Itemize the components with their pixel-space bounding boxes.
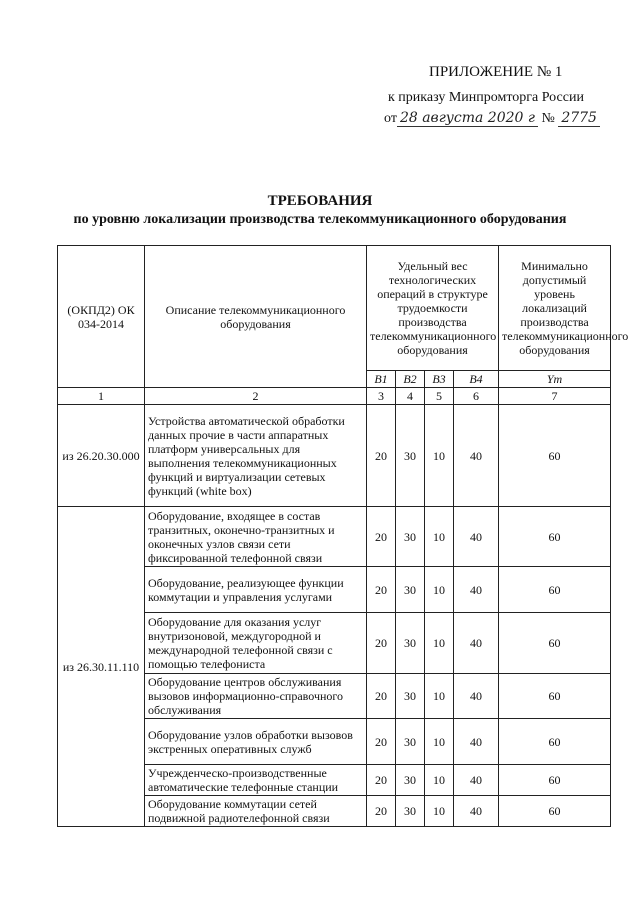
value-ym: 60 xyxy=(499,613,611,674)
value-b2: 30 xyxy=(396,507,425,567)
header-description: Описание телекоммуникационного оборудования xyxy=(145,246,367,388)
equipment-description: Оборудование коммутации сетей подвижной радиотелефонной связи xyxy=(145,796,367,827)
value-b1: 20 xyxy=(367,765,396,796)
value-b4: 40 xyxy=(454,674,499,719)
value-b1: 20 xyxy=(367,719,396,765)
table-row xyxy=(58,507,611,567)
equipment-description: Учрежденческо-производственные автоматические телефонные станции xyxy=(145,765,367,796)
value-b3: 10 xyxy=(425,765,454,796)
document-subtitle: по уровню локализации производства телекоммуникационного оборудования xyxy=(73,212,567,227)
header-min-level: Минимально допустимый уровень локализаций производства телекоммуникационного оборудования xyxy=(499,246,611,371)
value-b4: 40 xyxy=(454,507,499,567)
value-b4: 40 xyxy=(454,765,499,796)
column-number: 7 xyxy=(499,388,611,405)
value-b3: 10 xyxy=(425,507,454,567)
value-ym: 60 xyxy=(499,796,611,827)
value-b3: 10 xyxy=(425,674,454,719)
value-ym: 60 xyxy=(499,674,611,719)
column-number: 4 xyxy=(396,388,425,405)
value-ym: 60 xyxy=(499,405,611,507)
value-b3: 10 xyxy=(425,567,454,613)
appendix-label: ПРИЛОЖЕНИЕ № 1 xyxy=(429,64,563,80)
header-weight: Удельный вес технологических операций в структуре трудоемкости производства телекоммуникационного оборудования xyxy=(367,246,499,371)
value-b3: 10 xyxy=(425,719,454,765)
value-b4: 40 xyxy=(454,719,499,765)
symbol-b3: B3 xyxy=(425,371,454,388)
number-label: № xyxy=(541,111,555,126)
table-row xyxy=(58,405,611,507)
value-b4: 40 xyxy=(454,405,499,507)
column-number: 2 xyxy=(145,388,367,405)
value-b2: 30 xyxy=(396,765,425,796)
value-b4: 40 xyxy=(454,796,499,827)
equipment-description: Устройства автоматической обработки данных прочие в части аппаратных платформ универсальных для выполнения телекоммуникационных функций и виртуализации сетевых функций (white box) xyxy=(145,405,367,507)
equipment-description: Оборудование для оказания услуг внутризоновой, междугородной и международной телефонной связи с помощью телефониста xyxy=(145,613,367,674)
date-number-line xyxy=(384,110,600,127)
value-b4: 40 xyxy=(454,567,499,613)
equipment-description: Оборудование, реализующее функции коммутации и управления услугами xyxy=(145,567,367,613)
value-b2: 30 xyxy=(396,719,425,765)
equipment-description: Оборудование, входящее в состав транзитных, оконечно-транзитных и оконечных узлов связи сети фиксированной телефонной связи xyxy=(145,507,367,567)
value-b1: 20 xyxy=(367,796,396,827)
column-number: 6 xyxy=(454,388,499,405)
value-ym: 60 xyxy=(499,567,611,613)
symbol-b4: B4 xyxy=(454,371,499,388)
value-b1: 20 xyxy=(367,613,396,674)
value-b3: 10 xyxy=(425,613,454,674)
handwritten-date: 28 августа 2020 г xyxy=(397,110,538,127)
value-b3: 10 xyxy=(425,405,454,507)
value-b2: 30 xyxy=(396,405,425,507)
column-number: 1 xyxy=(58,388,145,405)
value-ym: 60 xyxy=(499,719,611,765)
value-b1: 20 xyxy=(367,405,396,507)
column-number: 3 xyxy=(367,388,396,405)
value-b1: 20 xyxy=(367,674,396,719)
value-b1: 20 xyxy=(367,507,396,567)
symbol-b1: B1 xyxy=(367,371,396,388)
okpd2-code: из 26.20.30.000 xyxy=(58,405,145,507)
symbol-ym: Ym xyxy=(499,371,611,388)
column-number: 5 xyxy=(425,388,454,405)
value-b3: 10 xyxy=(425,796,454,827)
date-prefix: от xyxy=(384,111,397,126)
handwritten-number: 2775 xyxy=(558,110,600,127)
order-reference: к приказу Минпромторга России xyxy=(388,90,584,105)
document-title: ТРЕБОВАНИЯ xyxy=(267,193,373,209)
value-b2: 30 xyxy=(396,567,425,613)
value-b4: 40 xyxy=(454,613,499,674)
value-ym: 60 xyxy=(499,507,611,567)
value-ym: 60 xyxy=(499,765,611,796)
equipment-description: Оборудование узлов обработки вызовов экстренных оперативных служб xyxy=(145,719,367,765)
okpd2-code: из 26.30.11.110 xyxy=(58,507,145,827)
equipment-description: Оборудование центров обслуживания вызовов информационно-справочного обслуживания xyxy=(145,674,367,719)
value-b1: 20 xyxy=(367,567,396,613)
value-b2: 30 xyxy=(396,674,425,719)
value-b2: 30 xyxy=(396,613,425,674)
value-b2: 30 xyxy=(396,796,425,827)
requirements-table xyxy=(57,245,629,827)
symbol-b2: B2 xyxy=(396,371,425,388)
header-code: (ОКПД2) ОК 034-2014 xyxy=(58,246,145,388)
